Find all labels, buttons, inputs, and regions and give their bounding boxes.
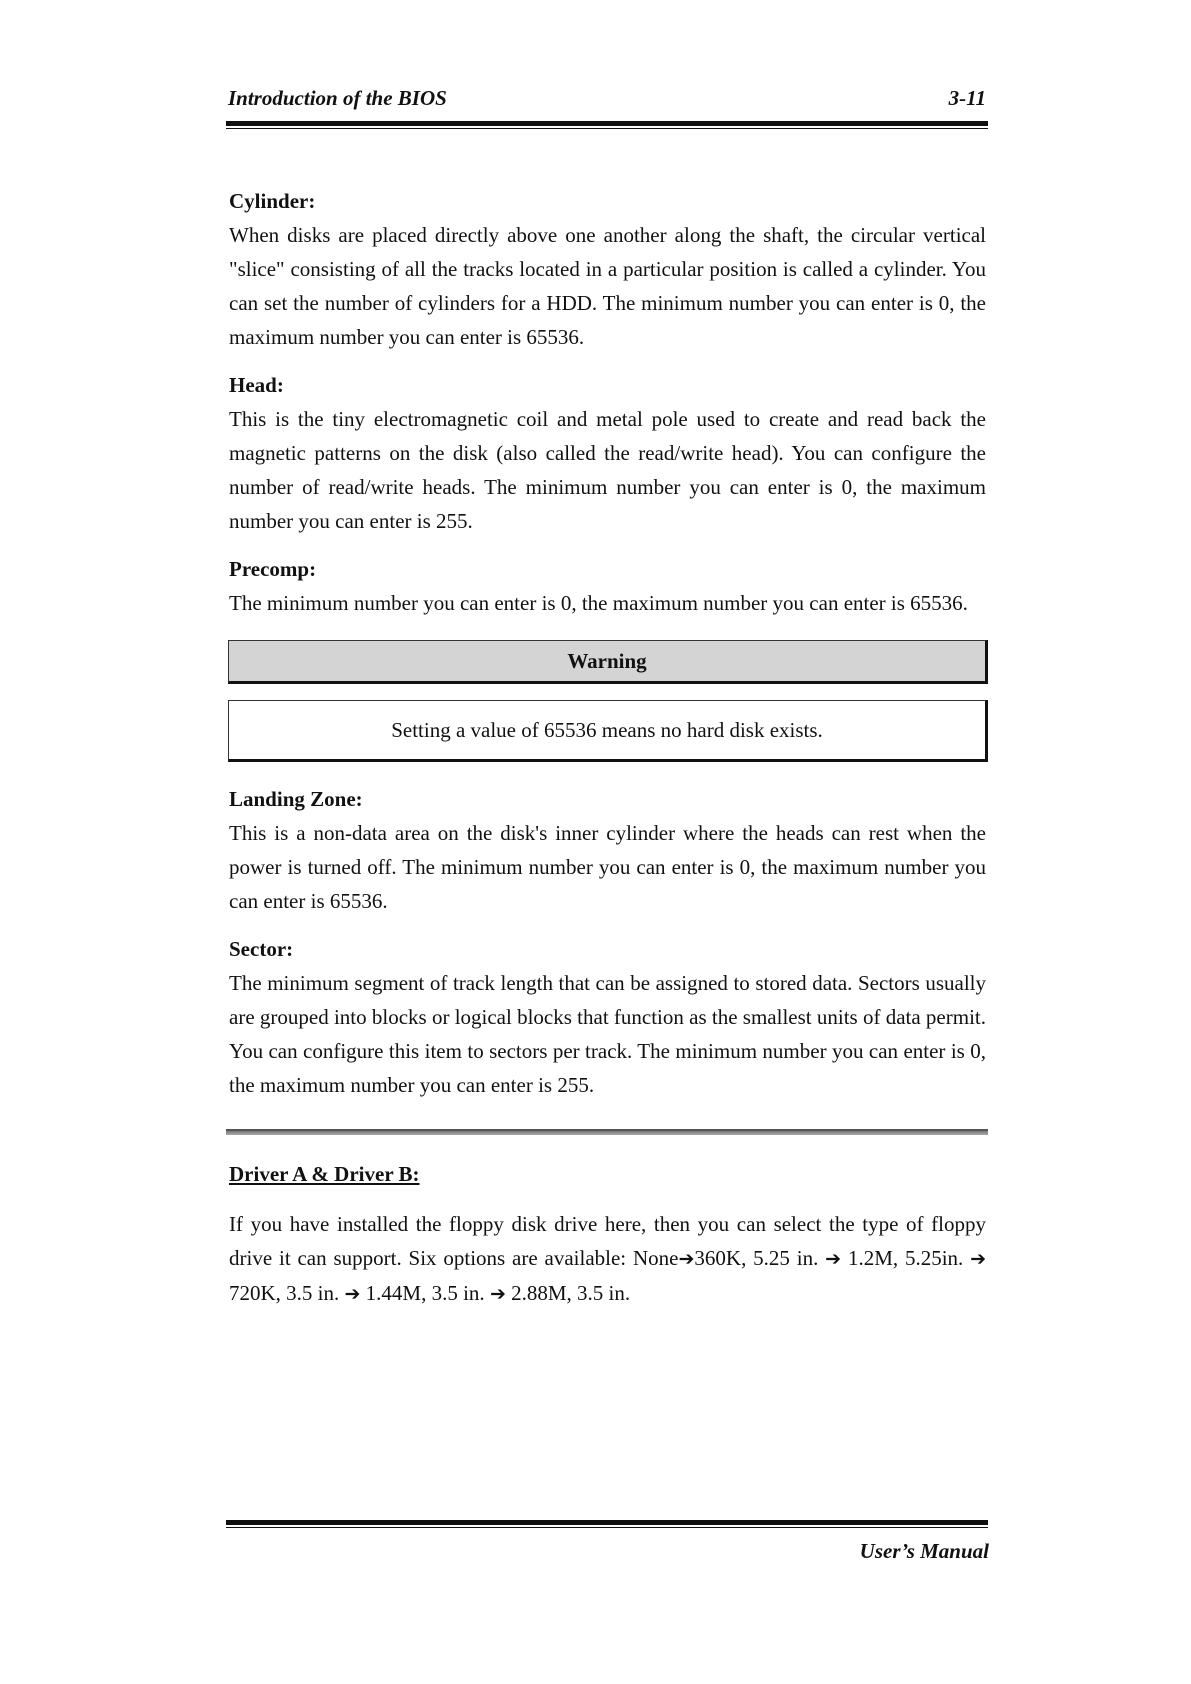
arrow-right-icon: ➔: [489, 1283, 506, 1305]
section-landing-zone: [229, 782, 986, 918]
section-cylinder: [229, 184, 986, 354]
warning-message: Setting a value of 65536 means no hard disk exists.: [228, 700, 988, 762]
section-divider: [226, 1129, 988, 1135]
section-sector: [229, 932, 986, 1102]
section-text: When disks are placed directly above one another along the shaft, the circular vertical "slice" consisting of all the tracks located in a particular position is called a cylinder. You can set the number of cylinders for a HDD. The minimum number you can enter is 0, the maximum number you can enter is 65536.: [229, 223, 986, 349]
arrow-right-icon: ➔: [970, 1248, 987, 1270]
arrow-right-icon: ➔: [678, 1248, 695, 1270]
section-driver: [229, 1157, 986, 1311]
option-2-88m: 2.88M, 3.5 in.: [511, 1281, 631, 1305]
option-720k: 720K, 3.5 in.: [229, 1281, 340, 1305]
driver-text: [229, 1207, 986, 1311]
option-360k: 360K, 5.25 in.: [694, 1246, 819, 1270]
page-number: 3-11: [948, 86, 986, 110]
section-title: Landing Zone:: [229, 787, 363, 811]
section-text: The minimum segment of track length that can be assigned to stored data. Sectors usually are grouped into blocks or logical blocks that function as the smallest units of data permit. You can configure this item to sectors per track. The minimum number you can enter is 0, the maximum number you can enter is 255.: [229, 971, 986, 1097]
section-precomp: [229, 552, 986, 620]
section-text: This is the tiny electromagnetic coil and metal pole used to create and read back the magnetic patterns on the disk (also called the read/write head). You can configure the number of read/write heads. The minimum number you can enter is 0, the maximum number you can enter is 255.: [229, 407, 986, 533]
footer-label: User’s Manual: [859, 1539, 989, 1563]
arrow-right-icon: ➔: [344, 1283, 361, 1305]
hdd-parameters-continued: [229, 782, 986, 1116]
header-title: Introduction of the BIOS: [228, 86, 447, 110]
section-title: Head:: [229, 373, 284, 397]
footer-rule-thin: [226, 1527, 988, 1528]
section-head: [229, 368, 986, 538]
driver-intro: If you have installed the floppy disk drive here, then you can select the type of floppy drive it can support. Six options are available:: [229, 1212, 986, 1270]
page-header: [228, 86, 986, 116]
section-title: Precomp:: [229, 557, 317, 581]
option-1-2m: 1.2M, 5.25in.: [847, 1246, 964, 1270]
section-text: The minimum number you can enter is 0, the maximum number you can enter is 65536.: [229, 591, 968, 615]
hdd-parameters: [229, 184, 986, 634]
warning-header: Warning: [228, 640, 988, 684]
header-rule-thick: [226, 121, 988, 126]
header-rule-thin: [226, 128, 988, 129]
option-none: None: [632, 1246, 679, 1270]
driver-title: Driver A & Driver B:: [229, 1162, 420, 1186]
arrow-right-icon: ➔: [825, 1248, 842, 1270]
section-title: Sector:: [229, 937, 294, 961]
option-1-44m: 1.44M, 3.5 in.: [365, 1281, 485, 1305]
footer-rule-thick: [226, 1520, 988, 1525]
section-text: This is a non-data area on the disk's inner cylinder where the heads can rest when the power is turned off. The minimum number you can enter is 0, the maximum number you can enter is 65536.: [229, 821, 986, 913]
section-title: Cylinder:: [229, 189, 316, 213]
